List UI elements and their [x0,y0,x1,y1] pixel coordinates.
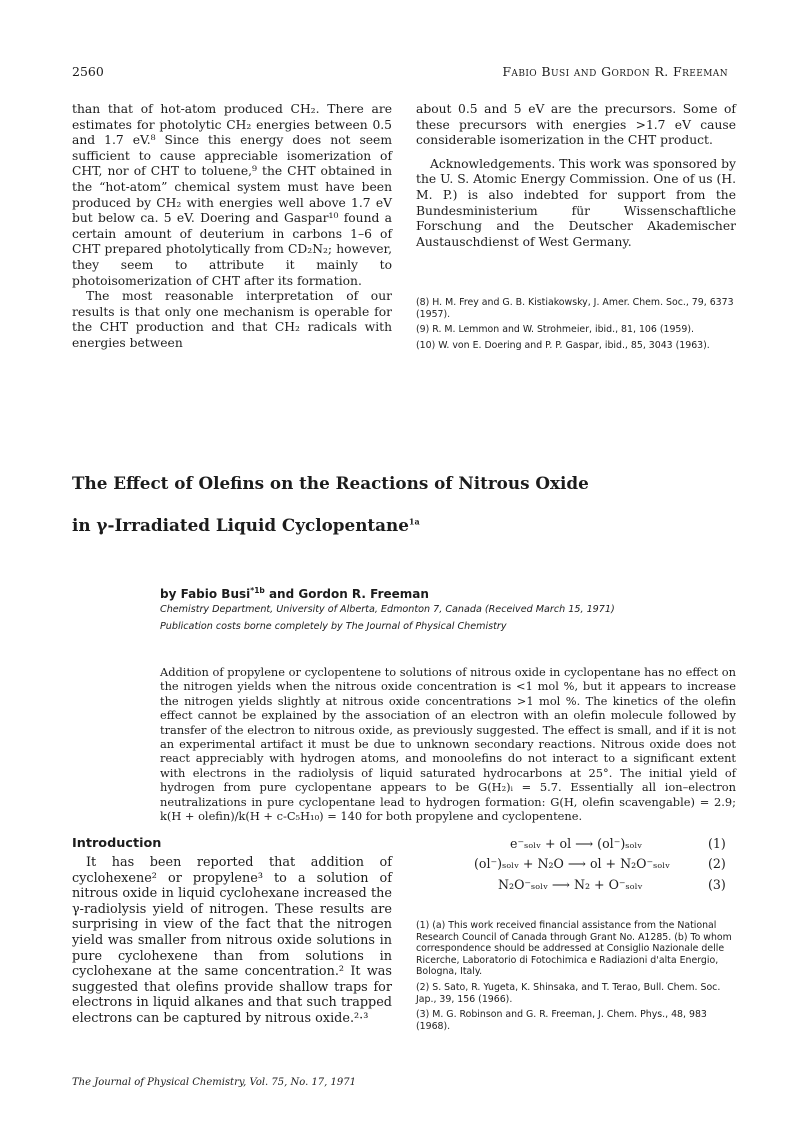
author-1: by Fabio Busi [160,587,251,601]
acknowledgements-paragraph: Acknowledgements. This work was sponsored by the U. S. Atomic Energy Commission. One of us (H. M. P.) is also indebted for support from the Bundesministerium für Wissenschaftliche Forschung and the Deutscher Akademischer Austauschdienst of West Germany. [416,156,736,249]
affiliation: Chemistry Department, University of Alberta, Edmonton 7, Canada (Received March 15, 1971) [160,604,615,615]
equation-2: (ol⁻)ₛₒₗᵥ + N₂O ⟶ ol + N₂O⁻ₛₒₗᵥ [474,856,670,871]
reference-item: (10) W. von E. Doering and P. P. Gaspar, ibid., 85, 3043 (1963). [416,339,710,351]
paragraph: It has been reported that addition of cyclohexene² or propylene³ to a solution of nitrous oxide in liquid cyclohexane increased the γ-radiolysis yield of nitrogen. These results are surprising in view of the fact that the nitrogen yield was smaller from nitrous oxide solutions in pure cyclohexene than from solutions in cyclohexane at the same concentration.² It was suggested that olefins provide shallow traps for electrons in liquid alkanes and that such trapped electrons can be captured by nitrous oxide.²·³ [72,855,392,1026]
title-footnote-marker: 1a [408,516,420,527]
title-text: in γ-Irradiated Liquid Cyclopentane [72,515,409,535]
equation-3: N₂O⁻ₛₒₗᵥ ⟶ N₂ + O⁻ₛₒₗᵥ [498,877,643,892]
top-left-column [72,102,392,352]
paragraph: about 0.5 and 5 eV are the precursors. Some of these precursors with energies >1.7 eV cause considerable isomerization in the CHT product. [416,102,736,148]
top-right-column [416,102,736,250]
article-title-line2 [72,515,420,535]
equation-3-number: (3) [708,877,726,892]
author-footnote-marker: *1b [250,586,265,595]
article-title-line1: The Effect of Olefins on the Reactions of Nitrous Oxide [72,473,589,493]
introduction-body [72,855,392,1027]
paragraph: The most reasonable interpretation of our results is that only one mechanism is operable for the CHT production and that CH₂ radicals with energies between [72,289,392,350]
reference-item: (9) R. M. Lemmon and W. Strohmeier, ibid., 81, 106 (1959). [416,324,694,336]
running-head: Fabio Busi and Gordon R. Freeman [502,64,728,79]
reference-item: (2) S. Sato, R. Yugeta, K. Shinsaka, and T. Terao, Bull. Chem. Soc. Jap., 39, 156 (1966). [416,981,721,1005]
journal-footer: The Journal of Physical Chemistry, Vol. 75, No. 17, 1971 [72,1077,356,1088]
reference-item: (3) M. G. Robinson and G. R. Freeman, J. Chem. Phys., 48, 983 (1968). [416,1009,707,1032]
section-heading-introduction: Introduction [72,836,162,851]
top-references [416,297,738,355]
reference-item: (8) H. M. Frey and G. B. Kistiakowsky, J. Amer. Chem. Soc., 79, 6373 (1957). [416,297,734,320]
equation-2-number: (2) [708,856,726,871]
equation-1: e⁻ₛₒₗᵥ + ol ⟶ (ol⁻)ₛₒₗᵥ [510,836,643,851]
byline [160,586,429,601]
equation-1-number: (1) [708,836,726,851]
abstract: Addition of propylene or cyclopentene to solutions of nitrous oxide in cyclopentane has no effect on the nitrogen yields when the nitrous oxide concentration is <1 mol %, but it appears to increase the nitrogen yields slightly at nitrous oxide concentrations >1 mol %. The kinetics of the olefin effect cannot be explained by the association of an electron with an olefin molecule followed by transfer of the electron to nitrous oxide, as previously suggested. The effect is small, and if it is not an experimental artifact it must be due to unknown secondary reactions. Nitrous oxide does not react appreciably with hydrogen atoms, and monoolefins do not interact to a significant extent with electrons in the radiolysis of liquid saturated hydrocarbons at 25°. The initial yield of hydrogen from pure cyclopentane appears to be G(H₂)ᵢ = 5.7. Essentially all ion–electron neutralizations in pure cyclopentane lead to hydrogen formation: G(H, olefin scavengable) = 2.9; k(H + olefin)/k(H + c-C₅H₁₀) = 140 for both propylene and cyclopentene. [160,665,736,824]
page-number: 2560 [72,64,104,79]
paragraph: than that of hot-atom produced CH₂. There are estimates for photolytic CH₂ energies between 0.5 and 1.7 eV.⁸ Since this energy does not seem sufficient to cause appreciable isomerization of CHT, nor of CHT to toluene,⁹ the CHT obtained in the “hot-atom” chemical system must have been produced by CH₂ with energies well above 1.7 eV but below ca. 5 eV. Doering and Gaspar¹⁰ found a certain amount of deuterium in carbons 1–6 of CHT prepared photolytically from CD₂N₂; however, they seem to attribute it mainly to photoisomerization of CHT after its formation. [72,102,392,288]
reference-item: (1) (a) This work received financial assistance from the National Research Council of Canada through Grant No. A1285. (b) To whom correspondence should be addressed at Consiglio Nazionale delle Ricerche, Laboratorio di Fotochimica e Radiazioni d'alta Energio, Bologna, Italy. [416,920,732,978]
publication-note: Publication costs borne completely by The Journal of Physical Chemistry [160,621,507,632]
author-2: and Gordon R. Freeman [264,587,429,601]
bottom-references [416,920,738,1036]
